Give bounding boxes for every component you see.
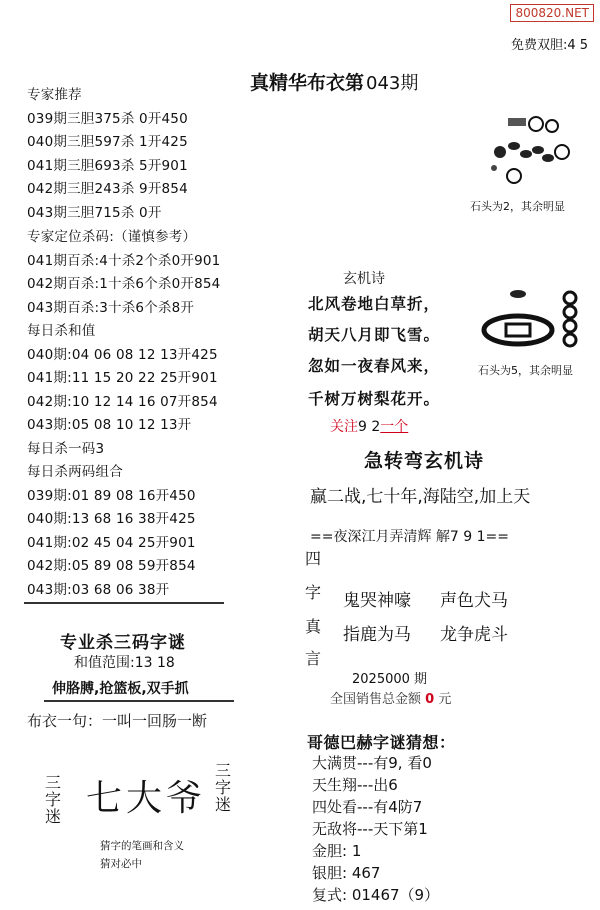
position-row: 042期百杀:1十杀6个杀0开854 (27, 276, 221, 292)
goedel-line: 天生翔---出6 (312, 776, 398, 794)
two-heading: 每日杀两码组合 (27, 464, 123, 480)
two-row: 040期:13 68 16 38开425 (27, 511, 196, 527)
riddle-hint: 猜对必中 (100, 858, 142, 870)
goedel-line: 金胆: 1 (312, 842, 362, 860)
vertical-label-right: 三字迷 (214, 761, 231, 814)
image-caption: 石头为5，其余明显 (478, 364, 573, 377)
sum-row: 042期:10 12 14 16 07开854 (27, 393, 218, 410)
position-row: 043期百杀:3十杀6个杀8开 (27, 299, 195, 316)
kill-one-label: 每日杀一码3 (27, 440, 105, 457)
sizi-vert-char: 真 (305, 617, 322, 636)
goedel-title: 哥德巴赫字谜猜想： (307, 733, 456, 752)
buyi-sentence: 布衣一句：一叫一回肠一断 (27, 712, 208, 730)
sizi-vert-char: 四 (305, 549, 322, 568)
sum-heading: 每日杀和值 (27, 323, 96, 339)
goedel-line: 复式: 01467（9） (312, 886, 440, 904)
focus-unit: 一个 (380, 419, 409, 435)
focus-nums: 9 2 (358, 419, 381, 435)
riddle-box-line: 伸胳膊,抢篮板,双手抓 (52, 681, 189, 697)
sales-amount: 0 (425, 692, 435, 707)
idiom: 声色犬马 (440, 591, 508, 611)
expert-row: 040期三胆597杀 1开425 (27, 134, 188, 150)
poem-line: 千树万树梨花开。 (308, 389, 441, 408)
riddle-hint: 猜字的笔画和含义 (100, 840, 184, 852)
focus-label: 关注 (330, 419, 358, 435)
sales-unit: 元 (438, 692, 452, 707)
divider (24, 602, 224, 604)
period-label: 2025000 期 (352, 672, 428, 687)
sum-row: 043期:05 08 10 12 13开 (27, 417, 192, 433)
coin-chain-icon (478, 112, 586, 192)
position-kill-block (27, 226, 220, 602)
sum-row: 040期:04 06 08 12 13开425 (27, 346, 218, 363)
position-row: 041期百杀:4十杀2个杀0开901 (27, 252, 221, 269)
riddle-word: 七大爷 (86, 778, 207, 819)
page-title (250, 68, 418, 95)
sum-row: 041期:11 15 20 22 25开901 (27, 370, 218, 386)
divider (44, 700, 234, 702)
expert-heading: 专家推荐 (27, 87, 82, 103)
expert-row: 041期三胆693杀 5开901 (27, 157, 188, 174)
focus-line (330, 416, 408, 436)
riddle-poem-line: 赢二战,七十年,海陆空,加上天 (310, 487, 531, 507)
two-row: 042期:05 89 08 59开854 (27, 558, 196, 574)
sales-label: 全国销售总金额 (330, 692, 422, 707)
image-caption: 石头为2，其余明显 (470, 200, 565, 213)
sum-range: 和值范围:13 18 (74, 655, 175, 671)
expert-recommend-block (27, 84, 188, 225)
idiom: 鬼哭神嚎 (343, 591, 411, 611)
two-row: 041期:02 45 04 25开901 (27, 534, 196, 551)
expert-row: 043期三胆715杀 0开 (27, 204, 162, 221)
sizi-vert-char: 言 (305, 649, 322, 668)
night-clue: ==夜深江月弄清辉 解7 9 1== (310, 529, 509, 545)
idiom: 指鹿为马 (343, 625, 411, 645)
two-row: 043期:03 68 06 38开 (27, 581, 170, 598)
two-row: 039期:01 89 08 16开450 (27, 487, 196, 504)
goedel-line: 四处看---有4防7 (312, 798, 423, 816)
goedel-line: 无敌将---天下第1 (312, 820, 428, 838)
poem-line: 胡天八月即飞雪。 (308, 325, 441, 344)
goedel-line: 大满贯---有9, 看0 (312, 754, 432, 772)
title-main: 真精华布衣第 (250, 72, 365, 94)
vertical-label-left: 三字迷 (44, 773, 61, 826)
coin-stack-icon (478, 288, 586, 356)
expert-row: 042期三胆243杀 9开854 (27, 181, 188, 197)
poem-title: 玄机诗 (343, 271, 385, 287)
position-heading: 专家定位杀码:（谨慎参考） (27, 229, 197, 245)
riddle-slogan: 专业杀三码字谜 (60, 633, 186, 653)
title-issue: 043期 (366, 73, 419, 94)
expert-row: 039期三胆375杀 0开450 (27, 110, 188, 127)
poem-line: 忽如一夜春风来， (308, 356, 441, 375)
idiom: 龙争虎斗 (440, 625, 508, 645)
sizi-vert-char: 字 (305, 583, 322, 602)
twin-number-label: 免费双胆:4 5 (510, 38, 588, 53)
goedel-line: 银胆: 467 (312, 864, 381, 882)
site-badge: 800820.NET (510, 4, 594, 22)
sales-line (330, 688, 451, 707)
riddle-poem-title: 急转弯玄机诗 (364, 450, 485, 472)
poem-line: 北风卷地白草折， (308, 294, 441, 313)
